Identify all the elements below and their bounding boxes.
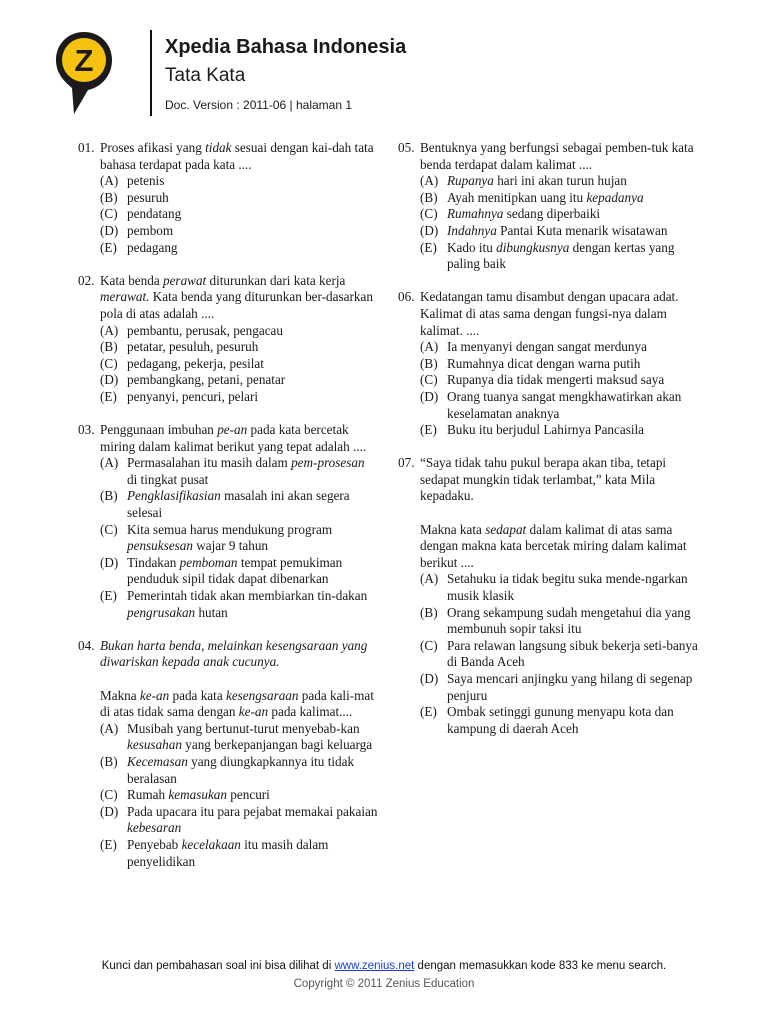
question-row [398, 140, 698, 173]
option-text: petenis [127, 173, 165, 189]
header [165, 34, 406, 114]
italic-term: pem-prosesan [291, 455, 365, 471]
italic-term: Kecemasan [127, 753, 188, 769]
option-text: Indahnya Pantai Kuta menarik wisatawan [447, 222, 668, 238]
option-label: (A) [100, 455, 119, 471]
answer-option[interactable] [420, 389, 698, 422]
zenius-logo [54, 30, 114, 120]
blank-line [420, 505, 698, 522]
option-text: Para relawan langsung sibuk bekerja seti-banya di Banda Aceh [447, 637, 698, 670]
italic-term: perawat [162, 272, 207, 288]
answer-option[interactable] [100, 240, 378, 257]
question-stem: “Saya tidak tahu pukul berapa akan tiba, tetapi sedapat mungkin tidak terlambat,” kata Mila kepadaku. Makna kata sedapat dalam kalimat di atas sama dengan makna kata bercetak miring dalam kalimat berikut .... [420, 455, 698, 571]
option-label: (A) [420, 571, 439, 587]
italic-term: pe-an [217, 422, 248, 438]
option-label: (C) [100, 787, 118, 803]
answer-options [420, 339, 698, 439]
option-text: Tindakan pemboman tempat pemukiman penduduk sipil tidak dapat dibenarkan [127, 554, 343, 587]
option-label: (E) [100, 388, 117, 404]
option-text: pedagang, pekerja, pesilat [127, 355, 264, 371]
answer-option[interactable] [100, 787, 378, 804]
answer-option[interactable] [420, 638, 698, 671]
option-text: Orang sekampung sudah mengetahui dia yang membunuh sopir taksi itu [447, 604, 691, 637]
question [78, 422, 378, 621]
option-label: (D) [420, 222, 439, 238]
italic-term: ke-an [238, 704, 269, 720]
italic-term: kesusahan [127, 737, 182, 753]
option-text: Rumahnya dicat dengan warna putih [447, 355, 641, 371]
answer-option[interactable] [100, 356, 378, 373]
question-number: 03. [78, 422, 95, 438]
option-text: pendatang [127, 206, 182, 222]
question [398, 289, 698, 438]
question-stem [100, 638, 378, 721]
answer-option[interactable] [420, 671, 698, 704]
option-label: (E) [100, 588, 117, 604]
answer-option[interactable] [100, 455, 378, 488]
question-row [78, 638, 378, 721]
option-text: Penyebab kecelakaan itu masih dalam penyelidikan [127, 836, 329, 869]
question-stem: Kedatangan tamu disambut dengan upacara adat. Kalimat di atas sama dengan fungsi-nya dalam kalimat. .... [420, 289, 679, 338]
footer-note [0, 960, 768, 972]
answer-options [100, 455, 378, 621]
option-label: (D) [420, 388, 439, 404]
answer-options [420, 571, 698, 737]
answer-option[interactable] [100, 721, 378, 754]
option-text: Permasalahan itu masih dalam pem-prosesan di tingkat pusat [127, 455, 365, 487]
footer-text-after: dengan memasukkan kode 833 ke menu search. [414, 960, 667, 972]
option-text: Buku itu berjudul Lahirnya Pancasila [447, 422, 645, 438]
option-label: (E) [420, 422, 437, 438]
footer-text-before: Kunci dan pembahasan soal ini bisa dilihat di [101, 960, 335, 972]
question [398, 140, 698, 273]
blank-line [100, 671, 378, 688]
option-text: Ayah menitipkan uang itu kepadanya [447, 189, 644, 205]
answer-option[interactable] [100, 223, 378, 240]
option-text: Ombak setinggi gunung menyapu kota dan kampung di daerah Aceh [447, 704, 674, 736]
answer-option[interactable] [100, 389, 378, 406]
option-label: (C) [420, 637, 438, 653]
answer-option[interactable] [420, 173, 698, 190]
question-stem: Penggunaan imbuhan pe-an pada kata bercetak miring dalam kalimat berikut yang tepat adalah .... [100, 422, 367, 454]
answer-option[interactable] [100, 206, 378, 223]
italic-term: Rumahnya [447, 206, 504, 222]
option-text: Rumahnya sedang diperbaiki [447, 206, 601, 222]
italic-term: Rupanya [447, 173, 494, 189]
italic-term: Bukan harta benda, melainkan kesengsaraan yang diwariskan kepada anak cucunya. [100, 637, 368, 670]
answer-option[interactable] [420, 223, 698, 240]
italic-term: ke-an [139, 687, 170, 703]
option-text: Pengklasifikasian masalah ini akan segera selesai [127, 488, 350, 521]
option-label: (A) [420, 173, 439, 189]
italic-term: kemasukan [168, 787, 227, 803]
option-text: Rupanya hari ini akan turun hujan [447, 173, 627, 189]
question-number: 07. [398, 455, 415, 471]
doc-subtitle: Tata Kata [165, 65, 246, 86]
option-label: (B) [420, 355, 438, 371]
answer-option[interactable] [420, 190, 698, 207]
question-number: 05. [398, 140, 415, 155]
answer-option[interactable] [420, 206, 698, 223]
answer-option[interactable] [100, 522, 378, 555]
question-row [78, 273, 378, 323]
italic-term: kecelakaan [181, 836, 241, 852]
header-divider [150, 30, 152, 116]
question-row [398, 455, 698, 571]
option-label: (D) [420, 671, 439, 686]
option-text: petatar, pesuluh, pesuruh [127, 339, 259, 355]
option-label: (C) [420, 206, 438, 222]
option-label: (A) [100, 720, 119, 736]
zenius-link[interactable]: www.zenius.net [334, 960, 415, 972]
answer-option[interactable] [420, 571, 698, 604]
option-text: pembantu, perusak, pengacau [127, 322, 283, 338]
option-text: pedagang [127, 239, 178, 255]
question-number: 06. [398, 289, 415, 305]
answer-option[interactable] [420, 240, 698, 273]
doc-title: Xpedia Bahasa Indonesia [165, 36, 407, 58]
option-label: (B) [100, 488, 118, 504]
question [78, 273, 378, 406]
italic-term: kesengsaraan [225, 687, 299, 703]
option-text: Pemerintah tidak akan membiarkan tin-dakan pengrusakan hutan [127, 588, 368, 620]
option-text: pesuruh [127, 189, 169, 205]
option-label: (B) [100, 753, 118, 769]
answer-option[interactable] [100, 804, 378, 837]
answer-option[interactable] [100, 173, 378, 190]
question-stem: Kata benda perawat diturunkan dari kata kerja merawat. Kata benda yang diturunkan ber-dasarkan pola di atas adalah .... [100, 272, 373, 321]
option-text: pembom [127, 222, 174, 238]
question-row [78, 140, 378, 173]
question-stem-2: Makna kata sedapat dalam kalimat di atas sama dengan makna kata bercetak miring dalam kalimat berikut .... [420, 521, 687, 570]
italic-term: kebesaran [127, 820, 182, 836]
option-text: Rupanya dia tidak mengerti maksud saya [447, 372, 665, 388]
questions-left-column [78, 140, 378, 887]
option-label: (A) [100, 322, 119, 338]
answer-options [420, 173, 698, 273]
option-text: Kita semua harus mendukung program pensuksesan wajar 9 tahun [127, 521, 333, 554]
option-text: penyanyi, pencuri, pelari [127, 388, 259, 404]
option-label: (C) [100, 206, 118, 222]
answer-option[interactable] [420, 339, 698, 356]
option-label: (B) [100, 189, 118, 205]
italic-term: pengrusakan [127, 604, 196, 620]
italic-term: Pengklasifikasian [127, 488, 221, 504]
italic-term: dibungkusnya [496, 239, 570, 255]
question-number: 02. [78, 272, 95, 288]
option-label: (E) [420, 239, 437, 255]
italic-term: merawat. [100, 289, 150, 305]
answer-option[interactable] [100, 323, 378, 340]
option-label: (B) [100, 339, 118, 355]
question-number: 04. [78, 637, 95, 653]
option-label: (D) [100, 222, 119, 238]
option-label: (C) [100, 521, 118, 537]
answer-option[interactable] [100, 190, 378, 207]
question [78, 638, 378, 870]
question-row [78, 422, 378, 455]
answer-option[interactable] [420, 704, 698, 737]
option-text: pembangkang, petani, penatar [127, 372, 286, 388]
option-text: Kado itu dibungkusnya dengan kertas yang paling baik [447, 239, 675, 272]
italic-term: pensuksesan [127, 538, 193, 554]
answer-option[interactable] [100, 588, 378, 621]
answer-options [100, 173, 378, 256]
question-stem: Proses afikasi yang tidak sesuai dengan kai-dah tata bahasa terdapat pada kata .... [100, 140, 374, 172]
option-text: Kecemasan yang diungkapkannya itu tidak beralasan [127, 753, 355, 786]
answer-option[interactable] [420, 372, 698, 389]
italic-term: tidak [205, 140, 232, 155]
italic-term: pemboman [179, 554, 238, 570]
option-text: Rumah kemasukan pencuri [127, 787, 270, 803]
option-label: (D) [100, 554, 119, 570]
option-label: (B) [420, 189, 438, 205]
option-text: Setahuku ia tidak begitu suka mende-ngarkan musik klasik [447, 571, 688, 604]
italic-term: sedapat [485, 521, 527, 537]
question-stem: Bentuknya yang berfungsi sebagai pemben-tuk kata benda terdapat dalam kalimat .... [420, 140, 694, 172]
question-number: 01. [78, 140, 95, 155]
option-label: (E) [100, 239, 117, 255]
option-label: (D) [100, 372, 119, 388]
copyright: Copyright © 2011 Zenius Education [293, 978, 475, 990]
answer-options [100, 721, 378, 870]
question-stem-2: Makna ke-an pada kata kesengsaraan pada kali-mat di atas tidak sama dengan ke-an pada kalimat.... [100, 687, 374, 720]
option-label: (C) [420, 372, 438, 388]
option-label: (C) [100, 355, 118, 371]
question-row [398, 289, 698, 339]
doc-version: Doc. Version : 2011-06 | halaman 1 [165, 98, 353, 112]
option-text: Musibah yang bertunut-turut menyebab-kan kesusahan yang berkepanjangan bagi keluarga [127, 720, 373, 753]
option-label: (A) [420, 339, 439, 355]
italic-term: Indahnya [447, 222, 497, 238]
answer-option[interactable] [100, 372, 378, 389]
answer-option[interactable] [420, 422, 698, 439]
option-text: Saya mencari anjingku yang hilang di segenap penjuru [447, 671, 693, 703]
logo-letter: Z [74, 43, 94, 78]
question [398, 455, 698, 737]
option-text: Orang tuanya sangat mengkhawatirkan akan keselamatan anaknya [447, 388, 682, 421]
option-label: (D) [100, 803, 119, 819]
answer-option[interactable] [100, 555, 378, 588]
italic-term: kepadanya [586, 189, 644, 205]
option-label: (A) [100, 173, 119, 189]
answer-option[interactable] [100, 754, 378, 787]
answer-option[interactable] [100, 339, 378, 356]
answer-option[interactable] [420, 605, 698, 638]
option-text: Pada upacara itu para pejabat memakai pakaian kebesaran [127, 803, 378, 836]
answer-options [100, 323, 378, 406]
option-label: (E) [420, 704, 437, 720]
option-text: Ia menyanyi dengan sangat merdunya [447, 339, 647, 355]
question [78, 140, 378, 256]
option-label: (E) [100, 836, 117, 852]
option-label: (B) [420, 604, 438, 620]
answer-option[interactable] [100, 488, 378, 521]
answer-option[interactable] [420, 356, 698, 373]
questions-right-column [398, 140, 698, 754]
answer-option[interactable] [100, 837, 378, 870]
